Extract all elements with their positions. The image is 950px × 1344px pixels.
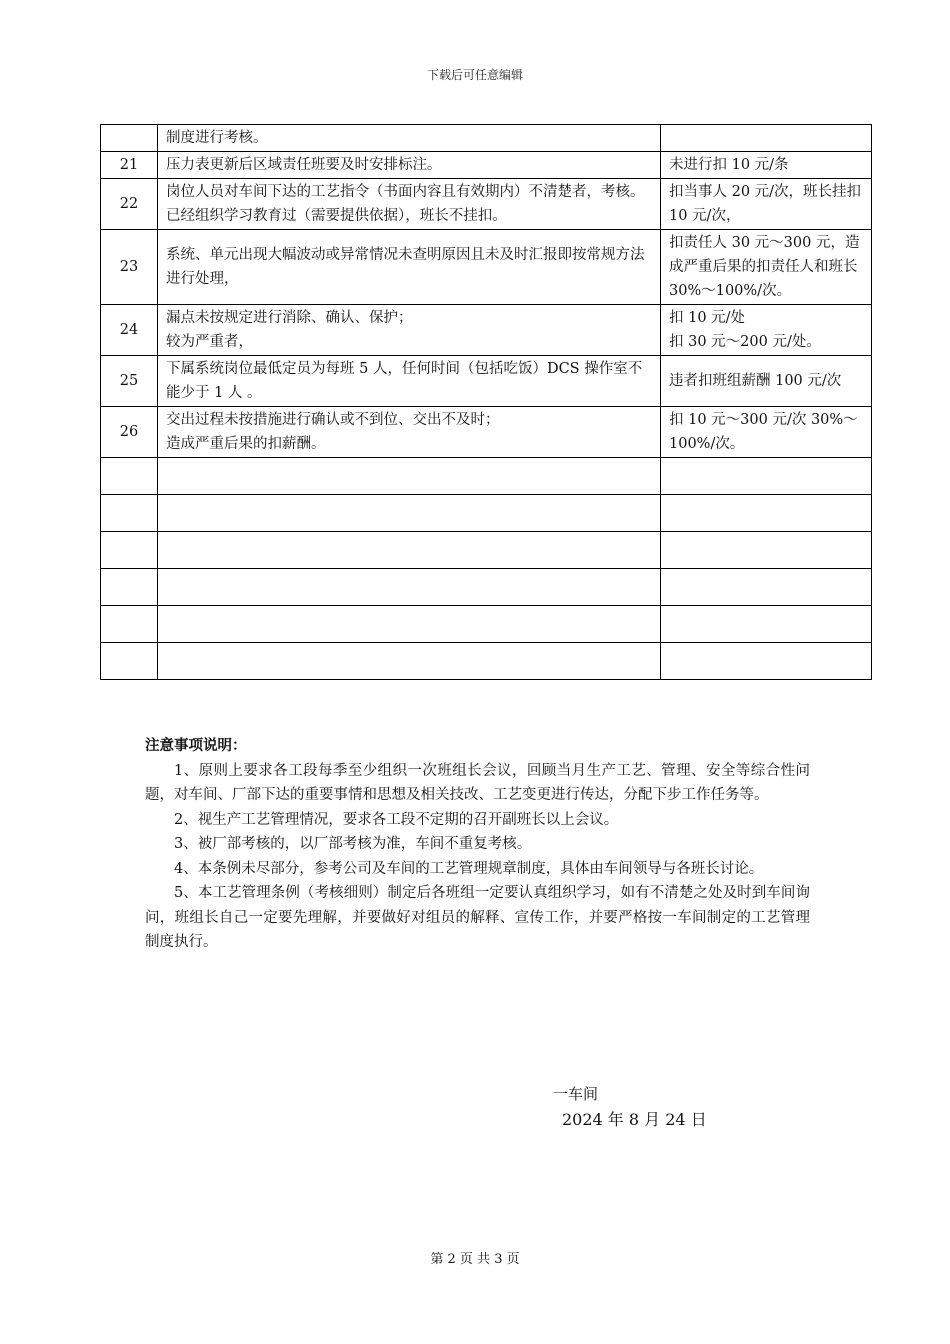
row-content: 交出过程未按措施进行确认或不到位、交出不及时； 造成严重后果的扣薪酬。: [158, 407, 661, 458]
row-number: 21: [101, 152, 158, 179]
row-number: [101, 495, 158, 532]
table-row: [101, 305, 872, 356]
row-content: [158, 532, 661, 569]
note-item: 4、本条例未尽部分，参考公司及车间的工艺管理规章制度，具体由车间领导与各班长讨论。: [174, 860, 764, 877]
row-content: [158, 643, 661, 680]
row-penalty: 扣当事人 20 元/次，班长挂扣 10 元/次，: [661, 179, 872, 230]
row-content: 岗位人员对车间下达的工艺指令（书面内容且有效期内）不清楚者，考核。已经组织学习教育过（需要提供依据），班长不挂扣。: [158, 179, 661, 230]
row-content: [158, 606, 661, 643]
page-header: 下载后可任意编辑: [426, 68, 523, 82]
row-content: [158, 495, 661, 532]
row-number: 22: [101, 179, 158, 230]
row-content: 制度进行考核。: [158, 125, 661, 152]
row-penalty: 扣责任人 30 元～300 元，造成严重后果的扣责任人和班长 30%～100%/次。: [661, 230, 872, 305]
row-content: [158, 569, 661, 606]
row-penalty: [661, 458, 872, 495]
table-row: [101, 356, 872, 407]
row-number: 24: [101, 305, 158, 356]
table-row: [101, 495, 872, 532]
table-row: [101, 125, 872, 152]
row-penalty: [661, 569, 872, 606]
row-number: [101, 569, 158, 606]
table-row: [101, 569, 872, 606]
row-number: [101, 643, 158, 680]
row-number: 26: [101, 407, 158, 458]
row-penalty: 扣 10 元～300 元/次 30%～100%/次。: [661, 407, 872, 458]
row-penalty: [661, 125, 872, 152]
row-penalty: [661, 643, 872, 680]
row-number: 25: [101, 356, 158, 407]
row-content: 下属系统岗位最低定员为每班 5 人，任何时间（包括吃饭）DCS 操作室不能少于 1 人 。: [158, 356, 661, 407]
row-penalty: [661, 532, 872, 569]
table-row: [101, 179, 872, 230]
row-penalty: 违者扣班组薪酬 100 元/次: [661, 356, 872, 407]
table-row: [101, 458, 872, 495]
table-row: [101, 643, 872, 680]
table-row: [101, 152, 872, 179]
row-penalty: 未进行扣 10 元/条: [661, 152, 872, 179]
row-content: 漏点未按规定进行消除、确认、保护； 较为严重者，: [158, 305, 661, 356]
row-number: [101, 458, 158, 495]
row-penalty: [661, 606, 872, 643]
table-row: [101, 606, 872, 643]
row-content: [158, 458, 661, 495]
row-number: [101, 125, 158, 152]
row-number: [101, 606, 158, 643]
note-item: 2、视生产工艺管理情况，要求各工段不定期的召开副班长以上会议。: [174, 811, 619, 828]
note-item: 3、被厂部考核的，以厂部考核为准，车间不重复考核。: [174, 836, 532, 852]
note-item: 5、本工艺管理条例（考核细则）制定后各班组一定要认真组织学习，如有不清楚之处及时到车间询问，班组长自己一定要先理解，并要做好对组员的解释、宣传工作，并要严格按一车间制定的工艺管理制度执行。: [145, 885, 810, 950]
notes-section: [145, 734, 810, 955]
rules-table: [100, 124, 872, 680]
row-number: 23: [101, 230, 158, 305]
row-penalty: 扣 10 元/处 扣 30 元～200 元/处。: [661, 305, 872, 356]
signature-dept: 一车间: [553, 1085, 599, 1103]
table-row: [101, 230, 872, 305]
signature-date: 2024 年 8 月 24 日: [562, 1110, 707, 1129]
table-row: [101, 532, 872, 569]
row-penalty: [661, 495, 872, 532]
page-footer: 第 2 页 共 3 页: [430, 1252, 520, 1267]
table-row: [101, 407, 872, 458]
notes-title: 注意事项说明：: [145, 738, 247, 754]
note-item: 1、原则上要求各工段每季至少组织一次班组长会议，回顾当月生产工艺、管理、安全等综合性问题，对车间、厂部下达的重要事情和思想及相关技改、工艺变更进行传达，分配下步工作任务等。: [145, 762, 810, 803]
row-content: 压力表更新后区域责任班要及时安排标注。: [158, 152, 661, 179]
row-content: 系统、单元出现大幅波动或异常情况未查明原因且未及时汇报即按常规方法进行处理，: [158, 230, 661, 305]
row-number: [101, 532, 158, 569]
